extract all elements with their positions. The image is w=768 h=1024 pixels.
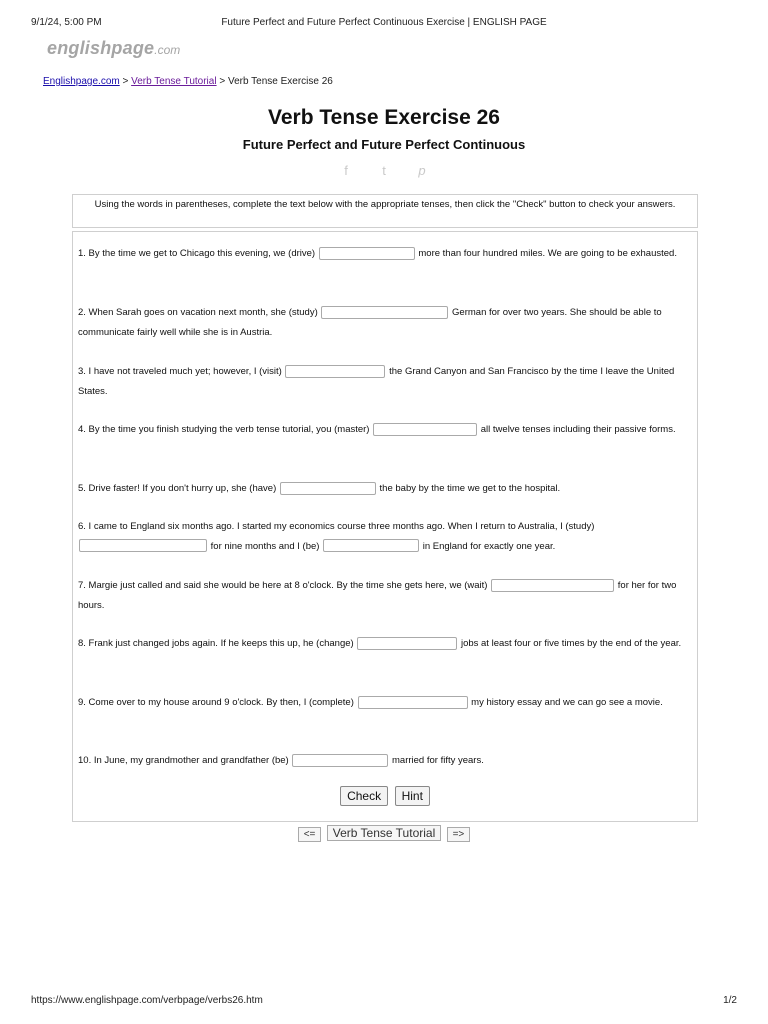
question-text: 10. In June, my grandmother and grandfather (be) bbox=[78, 755, 289, 766]
check-button[interactable]: Check bbox=[340, 786, 388, 806]
question-text: 3. I have not traveled much yet; however, I (visit) bbox=[78, 366, 282, 377]
question-text: 8. Frank just changed jobs again. If he keeps this up, he (change) bbox=[78, 638, 354, 649]
page-subtitle: Future Perfect and Future Perfect Continuous bbox=[242, 137, 526, 152]
question-1 bbox=[78, 244, 694, 264]
question-text: 4. By the time you finish studying the verb tense tutorial, you (master) bbox=[78, 424, 370, 435]
instructions-box bbox=[72, 194, 698, 228]
question-text: for her for two hours. bbox=[78, 580, 677, 611]
answer-input-3[interactable] bbox=[285, 365, 385, 378]
breadcrumb bbox=[43, 76, 333, 87]
question-text: German for over two years. She should be able to communicate fairly well while she is in Austria. bbox=[78, 307, 662, 338]
exercise-navigation bbox=[0, 825, 768, 842]
question-text: for nine months and I (be) bbox=[210, 540, 320, 552]
breadcrumb-separator: > bbox=[119, 76, 132, 87]
answer-input-10[interactable] bbox=[292, 754, 388, 767]
page-url: https://www.englishpage.com/verbpage/verbs26.htm bbox=[31, 995, 263, 1006]
instructions-text: Using the words in parentheses, complete the text below with the appropriate tenses, then click the "Check" button to check your answers. bbox=[94, 199, 676, 210]
question-text: more than four hundred miles. We are going to be exhausted. bbox=[418, 248, 677, 259]
question-text: married for fifty years. bbox=[392, 755, 484, 766]
breadcrumb-home-link[interactable]: Englishpage.com bbox=[43, 76, 120, 87]
pinterest-icon[interactable]: p bbox=[418, 163, 426, 178]
previous-exercise-button[interactable]: <= bbox=[298, 827, 322, 842]
question-5 bbox=[78, 479, 694, 499]
breadcrumb-separator: > bbox=[216, 76, 228, 87]
site-logo[interactable] bbox=[47, 38, 180, 59]
question-4 bbox=[78, 420, 694, 440]
breadcrumb-tutorial-link[interactable]: Verb Tense Tutorial bbox=[131, 76, 217, 87]
page-number: 1/2 bbox=[723, 995, 737, 1006]
answer-input-6a[interactable] bbox=[79, 539, 207, 552]
question-text: all twelve tenses including their passive forms. bbox=[480, 424, 676, 435]
question-text: in England for exactly one year. bbox=[422, 540, 556, 552]
question-text: 9. Come over to my house around 9 o'clock. By then, I (complete) bbox=[78, 697, 354, 708]
question-text: 5. Drive faster! If you don't hurry up, she (have) bbox=[78, 483, 277, 494]
share-bar bbox=[0, 163, 768, 178]
action-buttons bbox=[73, 786, 697, 806]
answer-input-9[interactable] bbox=[358, 696, 468, 709]
question-10 bbox=[78, 751, 694, 771]
question-text: 7. Margie just called and said she would be here at 8 o'clock. By the time she gets here, we (wait) bbox=[78, 580, 488, 591]
question-9 bbox=[78, 693, 694, 713]
question-8 bbox=[78, 634, 694, 654]
answer-input-1[interactable] bbox=[319, 247, 415, 260]
answer-input-5[interactable] bbox=[280, 482, 376, 495]
answer-input-6b[interactable] bbox=[323, 539, 419, 552]
question-text: my history essay and we can go see a movie. bbox=[471, 697, 663, 708]
answer-input-8[interactable] bbox=[357, 637, 457, 650]
question-text: the baby by the time we get to the hospital. bbox=[379, 483, 561, 494]
logo-text: englishpage bbox=[47, 38, 155, 58]
next-exercise-button[interactable]: => bbox=[447, 827, 471, 842]
print-header bbox=[31, 17, 737, 31]
hint-button[interactable]: Hint bbox=[395, 786, 430, 806]
question-2 bbox=[78, 303, 694, 342]
question-6 bbox=[78, 517, 694, 556]
print-date: 9/1/24, 5:00 PM bbox=[31, 17, 102, 28]
answer-input-7[interactable] bbox=[491, 579, 614, 592]
question-7 bbox=[78, 576, 694, 615]
question-3 bbox=[78, 362, 694, 401]
answer-input-2[interactable] bbox=[321, 306, 448, 319]
answer-input-4[interactable] bbox=[373, 423, 477, 436]
breadcrumb-current: Verb Tense Exercise 26 bbox=[227, 76, 333, 87]
verb-tense-tutorial-button[interactable]: Verb Tense Tutorial bbox=[327, 825, 442, 841]
document-title: Future Perfect and Future Perfect Continuous Exercise | ENGLISH PAGE bbox=[221, 17, 547, 28]
question-text: 1. By the time we get to Chicago this evening, we (drive) bbox=[78, 248, 316, 259]
question-text: the Grand Canyon and San Francisco by the time I leave the United States. bbox=[78, 366, 675, 397]
question-text: jobs at least four or five times by the end of the year. bbox=[460, 638, 682, 649]
print-footer bbox=[31, 995, 737, 1009]
question-text: 2. When Sarah goes on vacation next month, she (study) bbox=[78, 307, 318, 318]
logo-tld: .com bbox=[154, 43, 181, 57]
page-title: Verb Tense Exercise 26 bbox=[268, 106, 500, 129]
twitter-icon[interactable]: t bbox=[382, 163, 386, 178]
facebook-icon[interactable]: f bbox=[344, 163, 348, 178]
question-text: 6. I came to England six months ago. I started my economics course three months ago. When I return to Australia, I (study) bbox=[78, 521, 595, 532]
exercise-box bbox=[72, 231, 698, 822]
